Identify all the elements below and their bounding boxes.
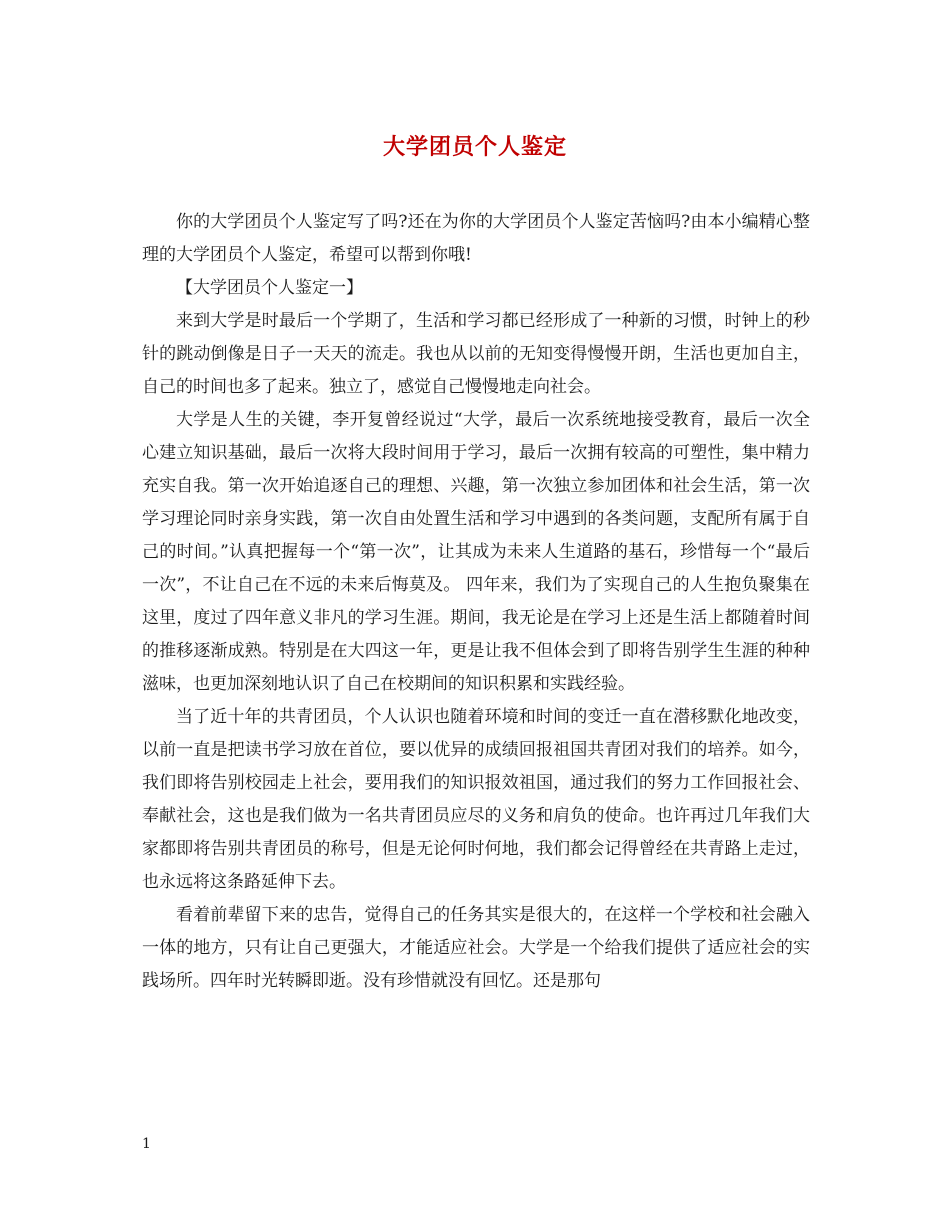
document-title: 大学团员个人鉴定 <box>382 134 567 160</box>
body-paragraph: 来到大学是时最后一个学期了，生活和学习都已经形成了一种新的习惯，时钟上的秒针的跳动倒像是日子一天天的流走。我也从以前的无知变得慢慢开朗，生活也更加自主，自己的时间也多了起来。独立了，感觉自己慢慢地走向社会。 <box>142 311 810 397</box>
body-paragraph: 大学是人生的关键，李开复曾经说过“大学，最后一次系统地接受教育，最后一次全心建立知识基础，最后一次将大段时间用于学习，最后一次拥有较高的可塑性，集中精力充实自我。第一次开始追逐自己的理想、兴趣，第一次独立参加团体和社会生活，第一次学习理论同时亲身实践，第一次自由处置生活和学习中遇到的各类问题，支配所有属于自己的时间。”认真把握每一个“第一次”，让其成为未来人生道路的基石，珍惜每一个“最后一次”，不让自己在不远的未来后悔莫及。 四年来，我们为了实现自己的人生抱负聚集在这里，度过了四年意义非凡的学习生涯。期间，我无论是在学习上还是生活上都随着时间的推移逐渐成熟。特别是在大四这一年，更是让我不但体会到了即将告别学生生涯的种种滋味，也更加深刻地认识了自己在校期间的知识积累和实践经验。 <box>142 410 810 694</box>
intro-paragraph: 你的大学团员个人鉴定写了吗?还在为你的大学团员个人鉴定苦恼吗?由本小编精心整理的大学团员个人鉴定，希望可以帮到你哦! <box>142 212 810 265</box>
section-heading: 【大学团员个人鉴定一】 <box>176 278 363 298</box>
body-paragraph: 当了近十年的共青团员，个人认识也随着环境和时间的变迁一直在潜移默化地改变，以前一直是把读书学习放在首位，要以优异的成绩回报祖国共青团对我们的培养。如今，我们即将告别校园走上社会，要用我们的知识报效祖国，通过我们的努力工作回报社会、奉献社会，这也是我们做为一名共青团员应尽的义务和肩负的使命。也许再过几年我们大家都即将告别共青团员的称号，但是无论何时何地，我们都会记得曾经在共青路上走过，也永远将这条路延伸下去。 <box>142 707 810 892</box>
body-paragraph: 看着前辈留下来的忠告，觉得自己的任务其实是很大的，在这样一个学校和社会融入一体的地方，只有让自己更强大，才能适应社会。大学是一个给我们提供了适应社会的实践场所。四年时光转瞬即逝。没有珍惜就没有回忆。还是那句 <box>142 905 810 991</box>
page-number: 1 <box>142 1136 151 1152</box>
document-body <box>142 206 810 998</box>
